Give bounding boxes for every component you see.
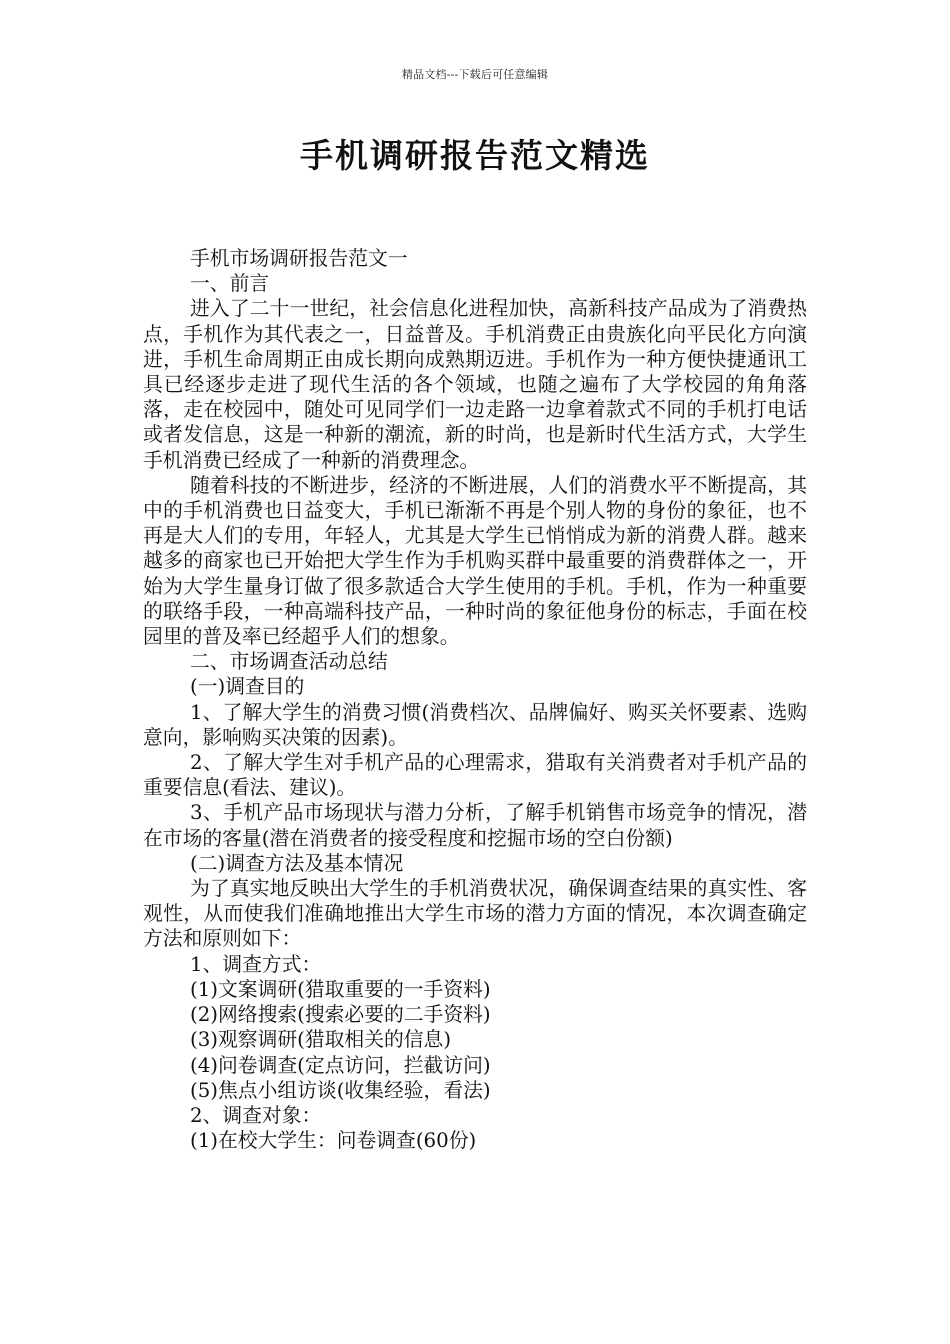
body-paragraph: 为了真实地反映出大学生的手机消费状况，确保调查结果的真实性、客观性，从而使我们准确地推出大学生市场的潜力方面的情况，本次调查确定方法和原则如下：: [143, 877, 807, 951]
header-note: 精品文档---下载后可任意编辑: [401, 68, 549, 81]
document-body: [143, 246, 807, 1153]
list-item: 1、了解大学生的消费习惯(消费档次、品牌偏好、购买关怀要素、选购意向，影响购买决策的因素)。: [143, 700, 807, 749]
list-item: 2、了解大学生对手机产品的心理需求，猎取有关消费者对手机产品的重要信息(看法、建议)。: [143, 751, 807, 800]
body-paragraph: 进入了二十一世纪，社会信息化进程加快，高新科技产品成为了消费热点，手机作为其代表之一，日益普及。手机消费正由贵族化向平民化方向演进，手机生命周期正由成长期向成熟期迈进。手机作为一种方便快捷通讯工具已经逐步走进了现代生活的各个领域，也随之遍布了大学校园的角角落落，走在校园中，随处可见同学们一边走路一边拿着款式不同的手机打电话或者发信息，这是一种新的潮流，新的时尚，也是新时代生活方式，大学生手机消费已经成了一种新的消费理念。: [143, 297, 807, 472]
list-item: 3、手机产品市场现状与潜力分析，了解手机销售市场竞争的情况，潜在市场的客量(潜在消费者的接受程度和挖掘市场的空白份额): [143, 801, 807, 850]
list-item: (1)在校大学生：问卷调查(60份): [190, 1129, 477, 1153]
body-paragraph: 随着科技的不断进步，经济的不断进展，人们的消费水平不断提高，其中的手机消费也日益变大，手机已渐渐不再是个别人物的身份的象征，也不再是大人们的专用，年轻人，尤其是大学生已悄悄成为新的消费人群。越来越多的商家也已开始把大学生作为手机购买群中最重要的消费群体之一，开始为大学生量身订做了很多款适合大学生使用的手机。手机，作为一种重要的联络手段，一种高端科技产品，一种时尚的象征他身份的标志，手面在校园里的普及率已经超乎人们的想象。: [143, 473, 807, 649]
list-item: 2、调查对象：: [190, 1103, 322, 1127]
heading-preface: 一、前言: [190, 272, 270, 296]
list-item: (1)文案调研(猎取重要的一手资料): [190, 977, 491, 1001]
subheading-methods: (二)调查方法及基本情况: [190, 851, 404, 875]
list-item: (5)焦点小组访谈(收集经验，看法): [190, 1078, 491, 1102]
heading-market-survey: 二、市场调查活动总结: [190, 650, 388, 674]
subheading-purpose: (一)调查目的: [190, 675, 305, 699]
list-item: (3)观察调研(猎取相关的信息): [190, 1028, 452, 1052]
document-title: 手机调研报告范文精选: [300, 136, 650, 175]
list-item: (4)问卷调查(定点访问，拦截访问): [190, 1053, 491, 1077]
list-item: (2)网络搜索(搜索必要的二手资料): [190, 1003, 491, 1027]
list-item: 1、调查方式：: [190, 952, 322, 976]
section-heading: 手机市场调研报告范文一: [190, 247, 408, 270]
